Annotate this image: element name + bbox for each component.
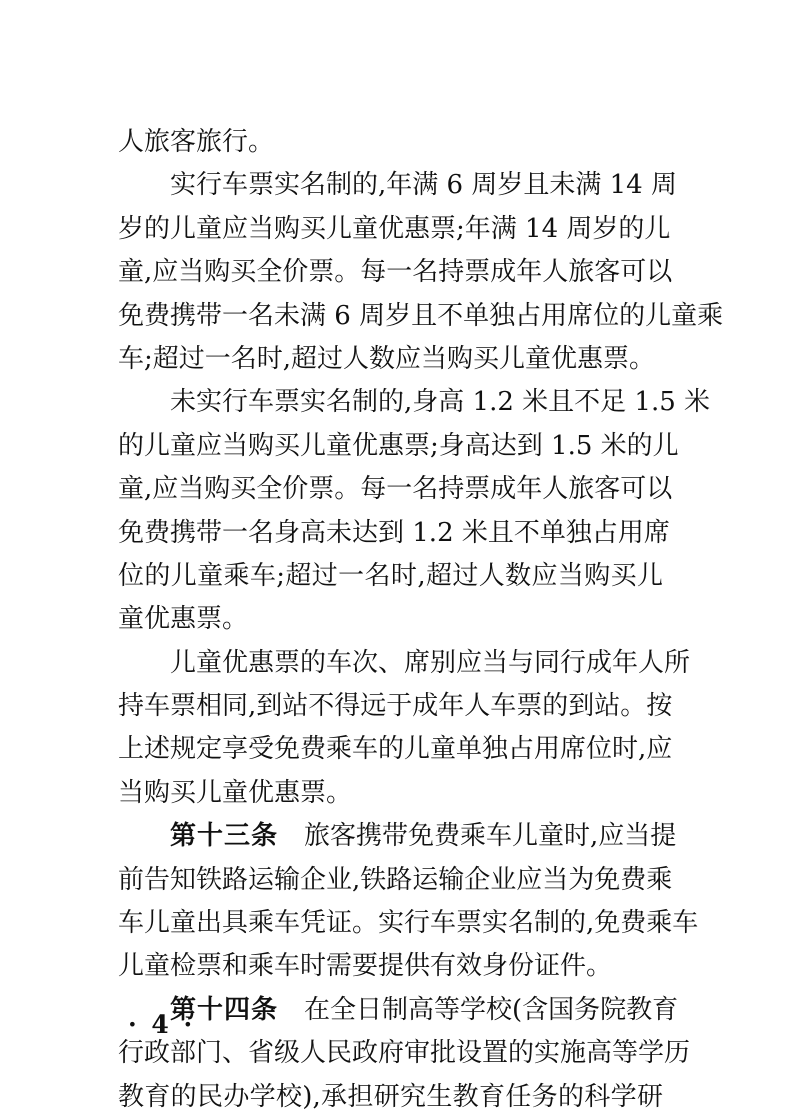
- text-line: 车儿童出具乘车凭证。实行车票实名制的,免费乘车: [118, 908, 699, 939]
- article-number: 第十三条: [170, 821, 279, 852]
- text-line: 行政部门、省级人民政府审批设置的实施高等学历: [118, 1038, 691, 1069]
- text-line: 实行车票实名制的,年满 6 周岁且未满 14 周: [170, 170, 677, 201]
- text-line: [118, 989, 679, 1032]
- text-line: 车;超过一名时,超过人数应当购买儿童优惠票。: [118, 343, 656, 374]
- text-line: 持车票相同,到站不得远于成年人车票的到站。按: [118, 691, 673, 722]
- text-line: 岁的儿童应当购买儿童优惠票;年满 14 周岁的儿: [118, 213, 671, 244]
- line-text: 旅客携带免费乘车儿童时,应当提: [304, 821, 677, 852]
- body-text: [118, 121, 724, 1119]
- text-line: 人旅客旅行。: [118, 127, 275, 157]
- text-line: 教育的民办学校),承担研究生教育任务的科学研: [118, 1081, 663, 1112]
- text-line: 当购买儿童优惠票。: [118, 777, 353, 808]
- text-line: 童优惠票。: [118, 604, 249, 635]
- text-line: 童,应当购买全价票。每一名持票成年人旅客可以: [118, 474, 673, 505]
- page-number: · 4 ·: [128, 1010, 196, 1039]
- text-line: 儿童优惠票的车次、席别应当与同行成年人所: [170, 647, 691, 678]
- text-line: 免费携带一名未满 6 周岁且不单独占用席位的儿童乘: [118, 300, 724, 331]
- text-line: [118, 815, 677, 858]
- text-line: 儿童检票和乘车时需要提供有效身份证件。: [118, 951, 613, 982]
- text-line: 的儿童应当购买儿童优惠票;身高达到 1.5 米的儿: [118, 430, 679, 461]
- text-line: 免费携带一名身高未达到 1.2 米且不单独占用席: [118, 517, 670, 548]
- text-line: 童,应当购买全价票。每一名持票成年人旅客可以: [118, 257, 673, 288]
- text-line: 未实行车票实名制的,身高 1.2 米且不足 1.5 米: [170, 387, 711, 418]
- article-number: 第十四条: [170, 994, 279, 1025]
- text-line: 前告知铁路运输企业,铁路运输企业应当为免费乘: [118, 864, 673, 895]
- line-text: 在全日制高等学校(含国务院教育: [304, 994, 679, 1025]
- text-line: 位的儿童乘车;超过一名时,超过人数应当购买儿: [118, 560, 663, 591]
- text-line: 上述规定享受免费乘车的儿童单独占用席位时,应: [118, 734, 673, 765]
